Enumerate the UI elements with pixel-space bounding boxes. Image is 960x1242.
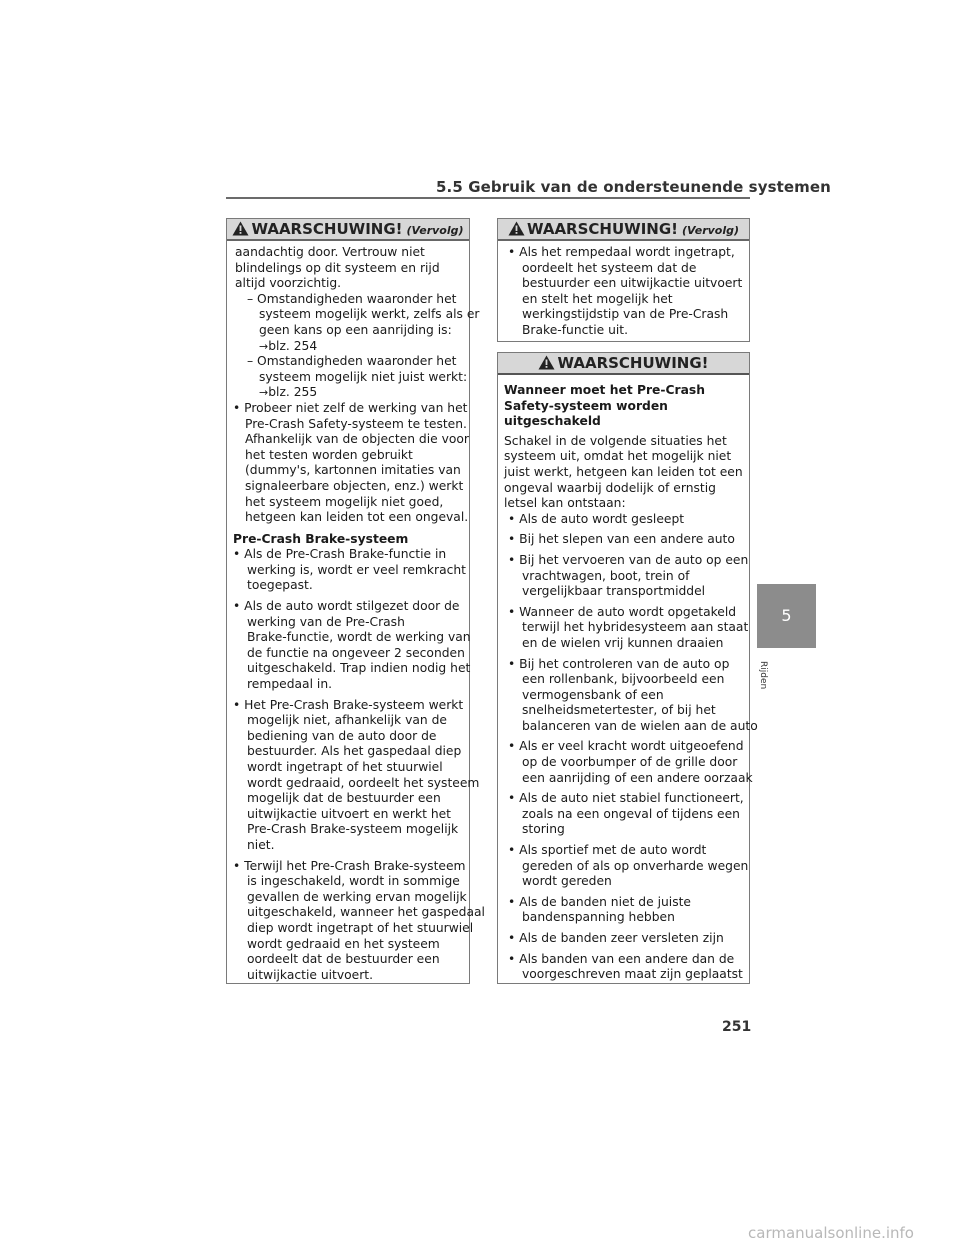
text-line: Brake-functie, wordt de werking van: [247, 630, 471, 645]
text-line: gevallen de werking ervan mogelijk: [247, 889, 467, 904]
text-line: mogelijk dat de bestuurder een: [247, 791, 441, 806]
bullet-item: [504, 552, 749, 600]
text-line: Safety-systeem worden: [504, 398, 668, 413]
bullet-item: [504, 931, 743, 947]
chapter-tab-label: Rijden: [758, 661, 768, 690]
text-line: het testen worden gebruikt: [245, 447, 413, 462]
text-line: terwijl het hybridesysteem aan staat: [522, 620, 749, 635]
warning-title: WAARSCHUWING!: [557, 354, 709, 372]
text-line: Brake-functie uit.: [522, 322, 629, 337]
text-line: de functie na ongeveer 2 seconden: [247, 645, 465, 660]
page-reference[interactable]: [233, 339, 463, 355]
warning-triangle-icon: [508, 221, 525, 241]
text-line: toegepast.: [247, 578, 313, 593]
text-line: altijd voorzichtig.: [235, 276, 342, 291]
warning-header: [227, 219, 469, 241]
arrow-right-icon: →: [259, 386, 269, 400]
text-line: op de voorbumper of de grille door: [522, 755, 738, 770]
warning-triangle-icon: [232, 221, 249, 241]
text-line: voorgeschreven maat zijn geplaatst: [522, 967, 743, 982]
warning-title: WAARSCHUWING!: [526, 220, 678, 238]
text-line: bestuurder. Als het gaspedaal diep: [247, 744, 462, 759]
text-line: • Bij het controleren van de auto op: [508, 656, 730, 671]
bullet-item: [233, 599, 471, 693]
warning-header: [498, 219, 749, 241]
text-line: rempedaal in.: [247, 677, 333, 692]
text-line: aandachtig door. Vertrouw niet: [235, 245, 425, 259]
dash-item: [233, 291, 480, 339]
text-line: • Als de auto wordt gesleept: [508, 511, 685, 526]
text-line: bediening van de auto door de: [247, 728, 437, 743]
text-line: • Als de auto niet stabiel functioneert,: [508, 791, 744, 806]
bullet-item: [504, 895, 743, 926]
subheading: Pre-Crash Brake-systeem: [233, 531, 409, 546]
text-line: • Bij het slepen van een andere auto: [508, 532, 735, 547]
text-line: systeem uit, omdat het mogelijk niet: [504, 449, 732, 464]
text-line: wordt gedraaid en het systeem: [247, 936, 440, 951]
text-line: • Als er veel kracht wordt uitgeoefend: [508, 739, 744, 754]
text-line: en de wielen vrij kunnen draaien: [522, 635, 724, 650]
text-line: diep wordt ingetrapt of het stuurwiel: [247, 920, 474, 935]
text-line: letsel kan ontstaan:: [504, 496, 626, 511]
text-line: en stelt het mogelijk het: [522, 291, 673, 306]
text-line: • Als de banden niet de juiste: [508, 894, 692, 909]
text-line: werking van de Pre-Crash: [247, 614, 405, 629]
warning-title: WAARSCHUWING!: [251, 220, 403, 238]
bullet-item: [504, 739, 753, 786]
text-line: balanceren van de wielen aan de auto: [522, 718, 758, 733]
text-line: het systeem mogelijk niet goed,: [245, 494, 444, 509]
paragraph: [504, 434, 743, 512]
page-reference-text: blz. 254: [268, 338, 318, 353]
text-line: – Omstandigheden waaronder het: [247, 291, 457, 306]
text-line: wordt gedraaid, oordeelt het systeem: [247, 775, 480, 790]
text-line: snelheidsmetertester, of bij het: [522, 703, 716, 718]
text-line: is ingeschakeld, wordt in sommige: [247, 874, 460, 889]
text-line: uitwijkactie uitvoert.: [247, 967, 374, 982]
text-line: • Als de auto wordt stilgezet door de: [233, 599, 460, 614]
text-line: uitgeschakeld, wanneer het gaspedaal: [247, 905, 485, 920]
text-line: vermogensbank of een: [522, 687, 664, 702]
vervolg-label: (Vervolg): [406, 224, 464, 237]
bullet-item: [233, 547, 467, 594]
text-line: uitgeschakeld. Trap indien nodig het: [247, 661, 471, 676]
watermark: carmanualsonline.info: [748, 1224, 914, 1242]
bullet-item: [233, 858, 485, 984]
bullet-item: [504, 791, 743, 838]
warning-box-right-top: [497, 218, 750, 342]
page-number: 251: [722, 1019, 752, 1035]
warning-box-left: [226, 218, 485, 984]
bullet-item: [504, 843, 749, 890]
text-line: Pre-Crash Brake-systeem mogelijk: [247, 822, 459, 837]
warning-body-right-top: [498, 241, 749, 339]
page-reference[interactable]: [233, 385, 463, 401]
bullet-item: [504, 245, 743, 339]
text-line: • Probeer niet zelf de werking van het: [233, 400, 468, 415]
page-reference-text: blz. 255: [268, 385, 318, 400]
text-line: • Als banden van een andere dan de: [508, 951, 735, 966]
text-line: wordt ingetrapt of het stuurwiel: [247, 760, 443, 774]
text-line: • Het Pre-Crash Brake-systeem werkt: [233, 697, 464, 712]
paragraph: [233, 245, 463, 292]
text-line: oordeelt dat de bestuurder een: [247, 952, 440, 967]
text-line: vrachtwagen, boot, trein of: [522, 568, 690, 583]
text-line: wordt gereden: [522, 874, 612, 889]
text-line: uitgeschakeld: [504, 414, 601, 429]
text-line: Wanneer moet het Pre-Crash: [504, 383, 705, 397]
text-line: bestuurder een uitwijkactie uitvoert: [522, 276, 743, 291]
text-line: systeem mogelijk niet juist werkt:: [259, 369, 468, 384]
text-line: een rollenbank, bijvoorbeeld een: [522, 672, 725, 687]
text-line: • Als de banden zeer versleten zijn: [508, 931, 724, 945]
header-rule: [226, 197, 750, 199]
chapter-tab[interactable]: 5: [757, 584, 816, 648]
text-line: signaleerbare objecten, enz.) werkt: [245, 478, 464, 493]
warning-header: [498, 353, 749, 375]
arrow-right-icon: →: [259, 339, 269, 353]
text-line: geen kans op een aanrijding is:: [259, 322, 452, 337]
section-title: 5.5 Gebruik van de ondersteunende systemen: [436, 178, 831, 196]
warning-body-left: [227, 241, 485, 983]
bullet-item: [504, 512, 743, 528]
bullet-item: [233, 400, 469, 526]
text-line: blindelings op dit systeem en rijd: [235, 260, 440, 275]
text-line: Afhankelijk van de objecten die voor: [245, 432, 469, 447]
text-line: • Terwijl het Pre-Crash Brake-systeem: [233, 858, 466, 873]
text-line: systeem mogelijk werkt, zelfs als er: [259, 307, 480, 322]
text-line: zoals na een ongeval of tijdens een: [522, 806, 740, 821]
text-line: Schakel in de volgende situaties het: [504, 433, 727, 448]
text-line: – Omstandigheden waaronder het: [247, 354, 457, 369]
text-line: • Wanneer de auto wordt opgetakeld: [508, 604, 737, 619]
text-line: • Als de Pre-Crash Brake-functie in: [233, 547, 447, 562]
text-line: • Als sportief met de auto wordt: [508, 843, 707, 858]
text-line: • Bij het vervoeren van de auto op een: [508, 552, 749, 567]
text-line: juist werkt, hetgeen kan leiden tot een: [504, 464, 743, 479]
text-line: storing: [522, 822, 565, 837]
vervolg-label: (Vervolg): [682, 224, 740, 237]
text-line: hetgeen kan leiden tot een ongeval.: [245, 510, 469, 525]
text-line: Pre-Crash Safety-systeem te testen.: [245, 416, 467, 431]
text-line: (dummy's, kartonnen imitaties van: [245, 463, 461, 478]
warning-body-right-bottom: [498, 375, 758, 983]
text-line: ongeval waarbij dodelijk of ernstig: [504, 480, 716, 495]
text-line: niet.: [247, 837, 275, 852]
dash-item: [233, 354, 468, 385]
bullet-item: [504, 952, 743, 983]
section-heading: [504, 383, 743, 430]
text-line: vergelijkbaar transportmiddel: [522, 584, 706, 599]
text-line: een aanrijding of een andere oorzaak: [522, 770, 753, 785]
bullet-item: [504, 532, 743, 548]
text-line: gereden of als op onverharde wegen: [522, 858, 749, 873]
text-line: • Als het rempedaal wordt ingetrapt,: [508, 245, 735, 259]
warning-triangle-icon: [538, 355, 555, 375]
text-line: bandenspanning hebben: [522, 910, 675, 925]
bullet-item: [233, 697, 480, 854]
bullet-item: [504, 656, 758, 735]
text-line: mogelijk niet, afhankelijk van de: [247, 713, 447, 728]
text-line: uitwijkactie uitvoert en werkt het: [247, 806, 451, 821]
text-line: oordeelt het systeem dat de: [522, 260, 697, 275]
bullet-item: [504, 604, 749, 652]
text-line: werking is, wordt er veel remkracht: [247, 562, 467, 577]
text-line: werkingstijdstip van de Pre-Crash: [522, 307, 729, 322]
warning-box-right-bottom: [497, 352, 758, 984]
